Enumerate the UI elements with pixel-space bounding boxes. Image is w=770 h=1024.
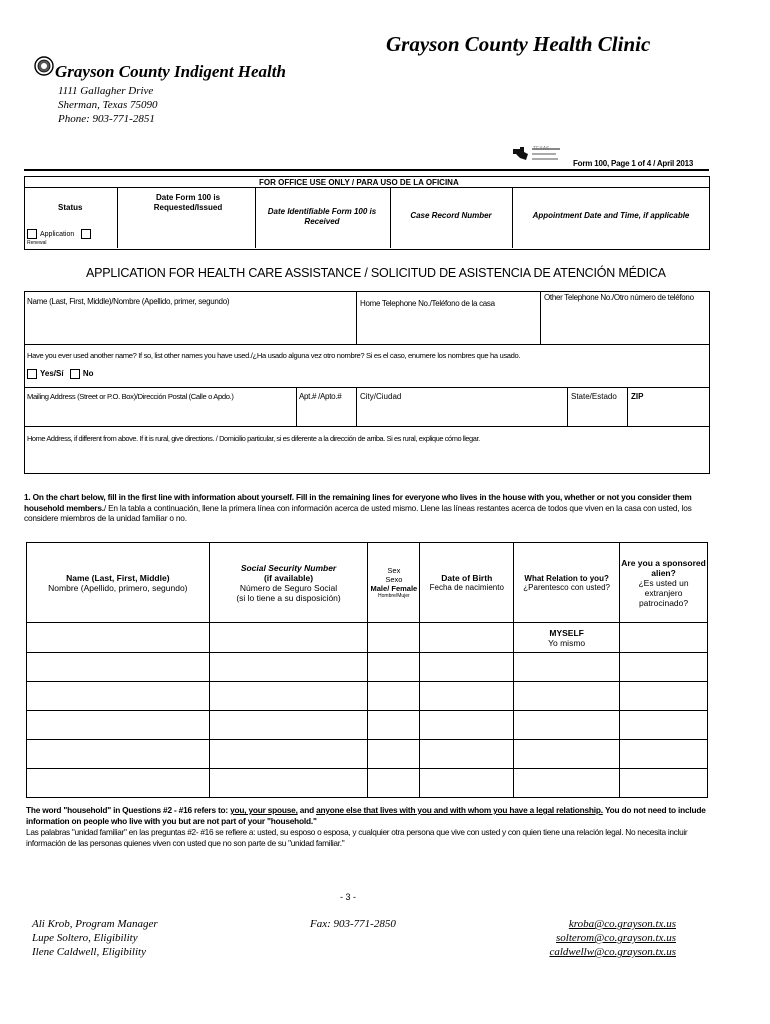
household-note-en-3: and (299, 805, 314, 815)
yes-checkbox[interactable] (27, 369, 37, 379)
no-label: No (82, 369, 94, 379)
home-phone-label: Home Telephone No./Teléfono de la casa (360, 299, 495, 308)
table-row[interactable] (27, 711, 708, 740)
household-note-es: Las palabras "unidad familiar" en las preguntas #2- #16 se refiere a: usted, su esposo o esposa, y cualquier otra persona que vive con usted y con quien tiene una relación legal. No necesita incluir información de las personas quienes viven con usted que no son parte de su "unidad familiar." (26, 827, 688, 848)
renewal-label: Renewal (27, 240, 47, 246)
other-phone-label: Other Telephone No./Otro número de teléfono (544, 293, 694, 302)
office-date-received-label: Date Identifiable Form 100 is Received (267, 207, 377, 226)
applicant-info-box (24, 291, 710, 474)
renewal-checkbox[interactable] (81, 229, 91, 239)
household-note-en-2: you, your spouse, (230, 805, 298, 815)
col-rel-en: What Relation to you? (524, 573, 609, 583)
myself-en: MYSELF (549, 627, 584, 638)
other-name-options[interactable] (27, 369, 93, 379)
apt-label: Apt.# /Apto.# (299, 392, 342, 401)
email-3[interactable]: caldwellw@co.grayson.tx.us (549, 946, 676, 958)
col-sex-hm: Hombre/Mujer (378, 593, 410, 599)
yes-label: Yes/Sí (40, 369, 64, 379)
col-alien-es: ¿Es usted un extranjero patrocinado? (638, 577, 689, 608)
question-1-text (24, 492, 708, 524)
col-ssn-en: Social Security Number (240, 562, 337, 573)
question-1-english: 1. On the chart below, fill in the first line with information about yourself. Fill in the remaining lines for everyone who lives in the house with you, whether or not you consider them household members. (24, 492, 692, 513)
texas-logo-text: TEXAS (533, 146, 550, 152)
col-sex-mf: Male/ Female (370, 584, 418, 593)
table-row[interactable] (27, 682, 708, 711)
staff-3: Ilene Caldwell, Eligibility (32, 946, 146, 958)
org-city: Sherman, Texas 75090 (58, 99, 158, 111)
org-name: Grayson County Indigent Health (55, 62, 286, 81)
household-table (26, 542, 708, 798)
household-header-row (27, 543, 708, 623)
table-row[interactable] (27, 740, 708, 769)
zip-label: ZIP (631, 392, 644, 401)
application-checkbox[interactable] (27, 229, 37, 239)
question-1-spanish: / En la tabla a continuación, llene la primera línea con información acerca de usted mismo. Llene las líneas restantes acerca de todos que viven en la casa con usted, los considere miembros de la unidad familiar o no. (24, 502, 692, 523)
name-field-label: Name (Last, First, Middle)/Nombre (Apellido, primer, segundo) (27, 297, 230, 306)
office-appointment-label: Appointment Date and Time, if applicable (532, 211, 690, 220)
email-2[interactable]: solterom@co.grayson.tx.us (555, 932, 676, 944)
state-label: State/Estado (571, 392, 617, 401)
table-row[interactable] (27, 623, 708, 653)
form-id: Form 100, Page 1 of 4 / April 2013 (573, 159, 694, 168)
staff-1: Ali Krob, Program Manager (32, 918, 158, 930)
county-seal-icon (34, 56, 54, 76)
home-address-label: Home Address, if different from above. If it is rural, give directions. / Domicilio particular, si es diferente a la dirección de arriba. Si es rural, explique cómo llegar. (27, 434, 480, 443)
office-case-record-label: Case Record Number (410, 211, 492, 220)
fax-number: Fax: 903-771-2850 (310, 918, 396, 930)
table-row[interactable] (27, 769, 708, 798)
org-address: 1111 Gallagher Drive (58, 85, 154, 97)
myself-es: Yo mismo (548, 637, 586, 648)
clinic-title: Grayson County Health Clinic (386, 32, 651, 56)
staff-2: Lupe Soltero, Eligibility (32, 932, 138, 944)
city-label: City/Ciudad (360, 392, 402, 401)
col-ssn-es2: (si lo tiene a su disposición) (236, 592, 341, 603)
page-number: - 3 - (340, 892, 357, 902)
col-ssn-avail: (if available) (263, 572, 314, 583)
household-note-en-5: You do not need to include information on people who live with you but are not part of your "household." (26, 805, 706, 826)
table-row[interactable] (27, 653, 708, 682)
email-1[interactable]: kroba@co.grayson.tx.us (568, 918, 676, 930)
mailing-address-label: Mailing Address (Street or P.O. Box)/Dirección Postal (Calle o Apdo.) (27, 392, 234, 401)
household-note-en-4: anyone else that lives with you and with whom you have a legal relationship. (316, 805, 603, 815)
col-name-en: Name (Last, First, Middle) (66, 572, 170, 583)
col-alien-en: Are you a sponsored alien? (621, 557, 706, 578)
col-sex-en: Sex (387, 566, 401, 575)
col-rel-es: ¿Parentesco con usted? (523, 582, 610, 592)
col-dob-es: Fecha de nacimiento (429, 583, 504, 592)
col-ssn-es: Número de Seguro Social (239, 582, 338, 593)
household-note (26, 805, 710, 849)
main-title: APPLICATION FOR HEALTH CARE ASSISTANCE / SOLICITUD DE ASISTENCIA DE ATENCIÓN MÉDICA (86, 266, 666, 280)
other-name-question: Have you ever used another name? If so, list other names you have used./¿Ha usado alguna vez otro nombre? Si es el caso, enumere los nombres que ha usado. (27, 351, 521, 360)
office-use-title: FOR OFFICE USE ONLY / PARA USO DE LA OFICINA (259, 178, 459, 187)
no-checkbox[interactable] (70, 369, 80, 379)
office-date-form-label: Date Form 100 is Requested/Issued (153, 193, 223, 212)
application-checkbox-row[interactable] (27, 229, 94, 239)
col-sex-es: Sexo (385, 575, 403, 584)
office-status-label: Status (58, 203, 83, 212)
col-dob-en: Date of Birth (441, 573, 493, 583)
household-note-en-1: The word "household" in Questions #2 - #16 refers to: (26, 805, 228, 815)
col-name-es: Nombre (Apellido, primero, segundo) (48, 582, 188, 593)
org-phone: Phone: 903-771-2851 (58, 113, 155, 125)
application-label: Application (40, 230, 75, 238)
